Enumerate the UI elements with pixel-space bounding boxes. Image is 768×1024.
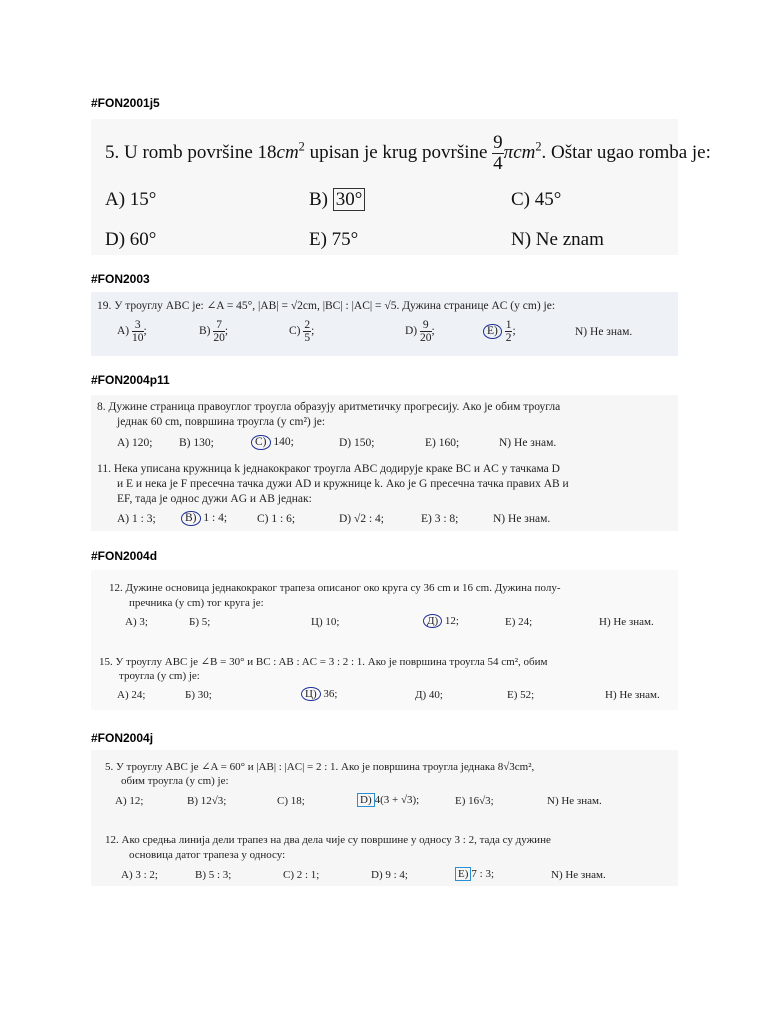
option-a: A) 120;: [117, 437, 153, 449]
option-e: E) 16√3;: [455, 795, 494, 807]
question-line: троугла (у cm) је:: [119, 670, 200, 682]
section-label: #FON2001j5: [91, 96, 160, 110]
option-d: Д) 12;: [423, 614, 459, 628]
option-n: N) Не знам.: [551, 869, 606, 881]
option-a: A) $\frac{3}{10}$ ;: [117, 319, 147, 345]
option-b: Б) 30;: [185, 689, 212, 701]
option-c: C) 1 : 6;: [257, 513, 296, 525]
option-a: А) 3;: [125, 616, 148, 628]
option-n: N) Не знам.: [499, 437, 557, 449]
question-line: 12. Дужине основица једнакокраког трапеза описаног око круга су 36 cm и 16 cm. Дужина полу-: [109, 582, 561, 594]
option-c: C) $\frac{2}{5}$ ;: [289, 319, 315, 345]
scanned-question: [91, 292, 678, 356]
question-line: 12. Ако средња линија дели трапез на два дела чије су површине у односу 3 : 2, тада су дужине: [105, 834, 551, 846]
question-stem: 19. У троуглу ABC је: ∠A = 45°, |AB| = √2cm, |BC| : |AC| = √5. Дужина странице AC (у cm) је:: [97, 300, 556, 312]
option-d: D) 9 : 4;: [371, 869, 408, 881]
scanned-question: [91, 750, 678, 886]
fraction: $\frac{9}{4}$: [493, 132, 503, 174]
option-b: B) 30°: [309, 189, 365, 211]
marked-answer: Д): [423, 614, 442, 628]
option-c: Ц) 36;: [301, 687, 337, 701]
section-label: #FON2004p11: [91, 373, 170, 387]
option-b: B) 5 : 3;: [195, 869, 232, 881]
marked-answer: D): [357, 793, 375, 807]
option-c: Ц) 10;: [311, 616, 340, 628]
option-e: E) $\frac{1}{2}$ ;: [483, 319, 516, 344]
option-e: Е) 52;: [507, 689, 535, 701]
question-line: 15. У троуглу ABC је ∠B = 30° и BC : AB : AC = 3 : 2 : 1. Ако је површина троугла 54 cm², обим: [99, 656, 548, 668]
option-d: D) √2 : 4;: [339, 513, 384, 525]
option-a: А) 24;: [117, 689, 146, 701]
marked-answer: B): [181, 511, 201, 526]
option-b: B) 12√3;: [187, 795, 227, 807]
option-d: Д) 40;: [415, 689, 443, 701]
option-b: B) 1 : 4;: [181, 511, 227, 526]
option-b: Б) 5;: [189, 616, 211, 628]
option-e: Е) 24;: [505, 616, 533, 628]
section-label: #FON2004d: [91, 549, 158, 563]
section-label: #FON2004j: [91, 731, 154, 745]
option-n: N) Не знам.: [547, 795, 602, 807]
scanned-question: [91, 570, 678, 710]
option-b: B) $\frac{7}{20}$ ;: [199, 319, 229, 345]
marked-answer: C): [251, 435, 271, 450]
option-n: N) Ne znam: [511, 229, 604, 250]
option-a: A) 1 : 3;: [117, 513, 156, 525]
scanned-question: [91, 119, 711, 255]
option-n: Н) Не знам.: [599, 616, 654, 628]
question-line: и E и нека је F пресечна тачка дужи AD и кружнице k. Ако је G пресечна тачка правих AB и: [117, 478, 569, 490]
option-e: E) 3 : 8;: [421, 513, 459, 525]
section-label: #FON2003: [91, 272, 150, 286]
question-line: EF, тада је однос дужи AG и AB једнак:: [117, 493, 312, 505]
option-e: E) 160;: [425, 437, 460, 449]
option-d: D) $\frac{9}{20}$ ;: [405, 319, 435, 345]
option-a: A) 15°: [105, 189, 157, 210]
scanned-question: [91, 395, 678, 531]
option-e: E) 7 : 3;: [455, 868, 494, 880]
option-c: C) 18;: [277, 795, 305, 807]
option-e: E) 75°: [309, 229, 359, 250]
question-line: обим троугла (у cm) је:: [121, 775, 229, 787]
option-n: N) Не знам.: [493, 513, 551, 525]
option-c: C) 45°: [511, 189, 562, 210]
marked-answer: E): [483, 324, 502, 339]
question-line: 5. У троуглу ABC је ∠A = 60° и |AB| : |AC| = 2 : 1. Ако је површина троугла једнака 8√3cm²,: [105, 761, 535, 773]
marked-answer: 30°: [333, 188, 366, 211]
option-d: D) 4(3 + √3);: [357, 794, 419, 806]
option-n: N) Не знам.: [575, 326, 633, 338]
question-line: 8. Дужине страница правоуглог троугла образују аритметичку прогресију. Ако је обим троугла: [97, 401, 561, 413]
option-b: B) 130;: [179, 437, 214, 449]
option-n: Н) Не знам.: [605, 689, 660, 701]
option-c: C) 2 : 1;: [283, 869, 320, 881]
marked-answer: Ц): [301, 687, 321, 701]
option-c: C) 140;: [251, 435, 294, 450]
question-line: основица датог трапеза у односу:: [129, 849, 286, 861]
question-stem: 5. U romb površine $18cm^2$ upisan je krug površine $\frac{9}{4}$ πcm$^2$. Oštar ugao romba je:: [105, 132, 711, 174]
marked-answer: E): [455, 867, 471, 881]
question-line: пречника (у cm) тог круга је:: [129, 597, 264, 609]
option-d: D) 150;: [339, 437, 375, 449]
option-d: D) 60°: [105, 229, 157, 250]
option-a: A) 3 : 2;: [121, 869, 158, 881]
option-a: A) 12;: [115, 795, 144, 807]
question-line: једнак 60 cm, површина троугла (у cm²) је:: [117, 416, 326, 428]
question-line: 11. Нека уписана кружница k једнакокраког троугла ABC додирује краке BC и AC у тачкама D: [97, 463, 560, 475]
